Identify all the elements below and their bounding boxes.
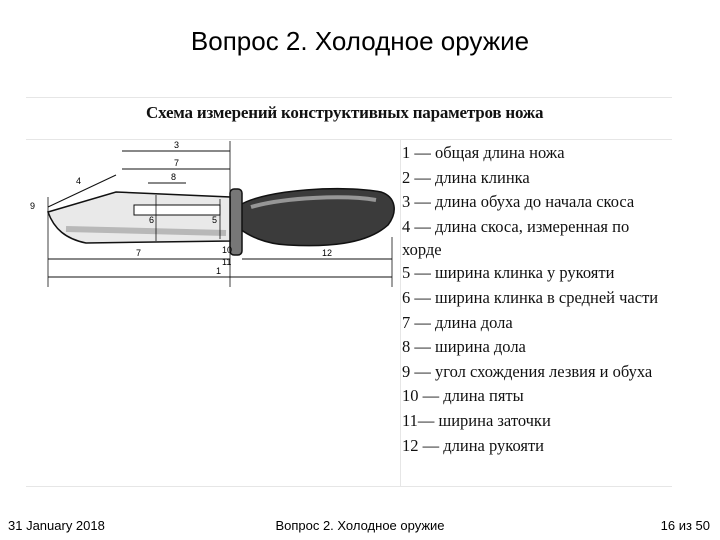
dim-label-9: 9 (30, 201, 36, 211)
dim-label-1: 1 (216, 266, 222, 276)
legend-item: 3 — длина обуха до начала скоса (402, 192, 635, 212)
dim-label-12: 12 (322, 248, 333, 258)
legend-item: 1 — общая длина ножа (402, 143, 565, 162)
legend-item: 9 — угол схождения лезвия и обуха (402, 361, 653, 381)
legend-item: 11— ширина заточки (402, 410, 551, 430)
dim-label-4: 4 (76, 176, 82, 186)
figure-title: Схема измерений конструктивных параметров ножа (146, 103, 544, 122)
legend-item: 10 — длина пяты (402, 386, 524, 406)
legend-item: 6 — ширина клинка в средней части (402, 287, 659, 307)
dim-label-7: 7 (174, 158, 180, 168)
figure-border-bottom (26, 486, 672, 487)
dim-label-10: 10 (222, 245, 233, 255)
footer-date: 31 January 2018 (8, 518, 105, 533)
legend-item: 4 — длина скоса, измеренная по (402, 216, 630, 236)
footer-title: Вопрос 2. Холодное оружие (275, 518, 445, 533)
legend-item: 7 — длина дола (402, 312, 513, 332)
figure-rule-v (400, 139, 401, 487)
legend-item: 5 — ширина клинка у рукояти (402, 263, 615, 283)
dim-label-7b: 7 (136, 248, 142, 258)
dim-label-3: 3 (174, 140, 180, 150)
slide-title: Вопрос 2. Холодное оружие (190, 26, 530, 56)
footer-page-number: 16 из 50 (660, 518, 710, 533)
dim-label-5: 5 (212, 215, 218, 225)
dim-label-6: 6 (149, 215, 155, 225)
legend-item: 2 — длина клинка (402, 167, 530, 187)
legend-item: 8 — ширина дола (402, 337, 526, 357)
dim-label-11: 11 (222, 257, 232, 267)
knife-measurement-figure (26, 97, 672, 487)
knife-diagram (26, 137, 398, 307)
legend-item: хорде (402, 240, 442, 260)
legend-item: 12 — длина рукояти (402, 435, 545, 455)
knife-fuller (134, 205, 220, 215)
dim-label-8: 8 (171, 172, 177, 182)
legend (402, 141, 672, 458)
figure-border-top (26, 97, 672, 98)
